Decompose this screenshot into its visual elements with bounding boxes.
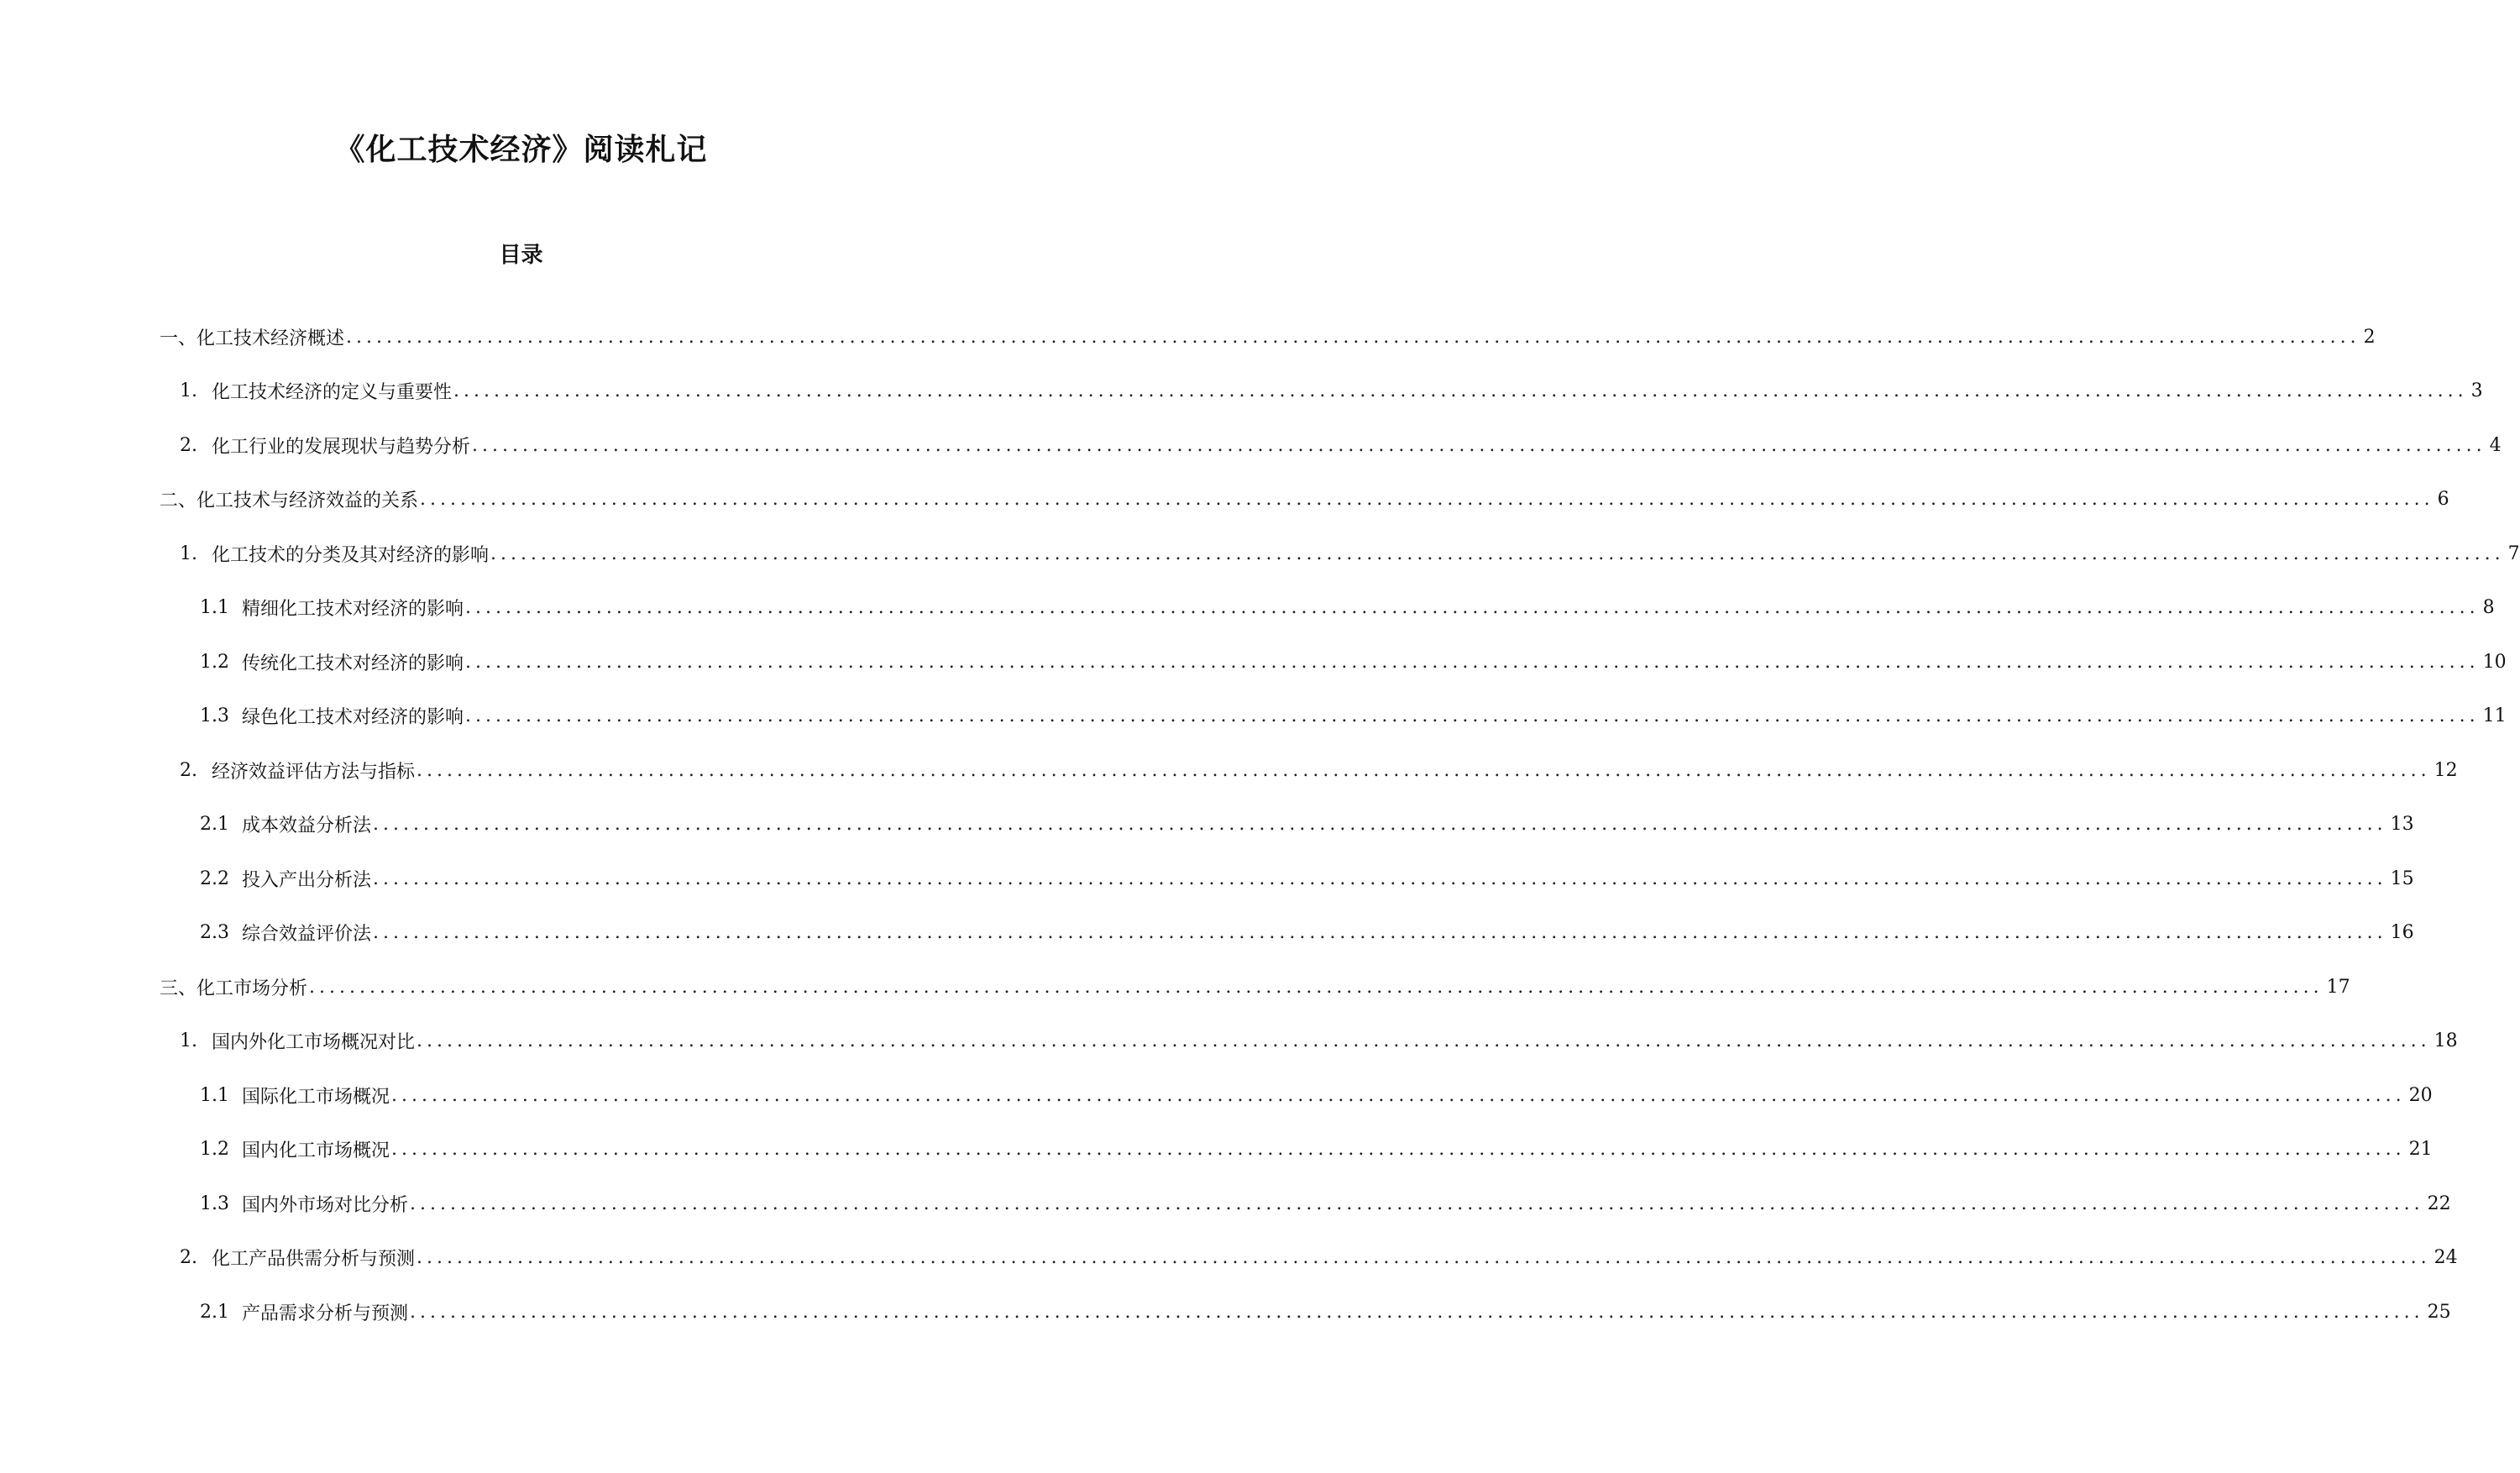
toc-entry[interactable]: [180, 431, 2502, 459]
toc-entry-page: 17: [2326, 976, 2350, 998]
toc-leader-dots: ........................................................................................................................................................................................................: [346, 326, 2360, 348]
toc-entry-number: 1.1: [200, 1084, 229, 1106]
toc-entry-number: 1.: [180, 1030, 197, 1051]
document-title: 《化工技术经济》阅读札记: [334, 133, 708, 167]
toc-leader-dots: ........................................................................................................................................................................................................: [420, 489, 2434, 510]
toc-entry-page: 12: [2434, 759, 2458, 781]
toc-entry-number: 1.3: [200, 1193, 229, 1214]
toc-entry-title: 化工产品供需分析与预测: [212, 1249, 416, 1270]
toc-entry[interactable]: [200, 810, 2414, 839]
toc-entry-title: 绿色化工技术对经济的影响: [242, 707, 464, 728]
toc-entry-number: 2.2: [200, 868, 229, 889]
toc-entry-title: 投入产出分析法: [242, 869, 372, 891]
toc-entry-title: 成本效益分析法: [242, 815, 372, 836]
toc-entry-page: 21: [2408, 1139, 2433, 1160]
toc-leader-dots: ........................................................................................................................................................................................................: [391, 1084, 2406, 1106]
toc-entry-title: 经济效益评估方法与指标: [212, 761, 416, 783]
toc-leader-dots: ........................................................................................................................................................................................................: [417, 1030, 2431, 1051]
toc-entry-title: 国内外市场对比分析: [242, 1194, 409, 1216]
toc-entry-title: 产品需求分析与预测: [242, 1303, 409, 1324]
toc-entry[interactable]: [200, 1081, 2433, 1109]
toc-entry-number: 1.: [180, 380, 197, 401]
toc-leader-dots: ........................................................................................................................................................................................................: [472, 434, 2486, 456]
toc-entry[interactable]: [200, 1297, 2451, 1326]
toc-entry-page: 13: [2390, 814, 2414, 835]
toc-entry-title: 综合效益评价法: [242, 924, 372, 945]
toc-entry[interactable]: [200, 594, 2495, 622]
toc-leader-dots: ........................................................................................................................................................................................................: [465, 597, 2480, 618]
toc-entry[interactable]: [200, 702, 2507, 731]
toc-entry-number: 1.3: [200, 705, 229, 726]
toc-entry[interactable]: [200, 1135, 2433, 1164]
toc-entry-page: 11: [2482, 705, 2507, 726]
toc-entry-title: 国内外化工市场概况对比: [212, 1032, 416, 1053]
toc-entry-page: 15: [2390, 868, 2414, 889]
toc-entry[interactable]: [160, 322, 2376, 351]
toc-entry-page: 3: [2470, 380, 2483, 401]
toc-entry[interactable]: [160, 972, 2350, 1001]
toc-entry[interactable]: [180, 1244, 2458, 1272]
toc-entry-page: 7: [2507, 543, 2520, 564]
toc-leader-dots: ........................................................................................................................................................................................................: [465, 705, 2480, 726]
toc-entry-title: 国际化工市场概况: [242, 1086, 390, 1108]
toc-entry-number: 2.3: [200, 922, 229, 943]
toc-entry-title: 一、化工技术经济概述: [160, 328, 345, 349]
toc-leader-dots: ........................................................................................................................................................................................................: [373, 868, 2387, 889]
toc-entry-number: 2.: [180, 1247, 197, 1268]
toc-entry[interactable]: [180, 1027, 2458, 1056]
toc-entry[interactable]: [200, 864, 2414, 893]
toc-entry-page: 4: [2489, 434, 2502, 456]
toc-entry-page: 20: [2408, 1084, 2433, 1106]
toc-entry-title: 传统化工技术对经济的影响: [242, 653, 464, 674]
toc-entry[interactable]: [180, 539, 2520, 568]
toc-entry-page: 18: [2434, 1030, 2458, 1051]
toc-entry-title: 二、化工技术与经济效益的关系: [160, 490, 419, 511]
toc-entry-page: 22: [2427, 1193, 2451, 1214]
toc-leader-dots: ........................................................................................................................................................................................................: [490, 543, 2505, 564]
toc-entry[interactable]: [180, 756, 2458, 784]
toc-heading: 目录: [499, 243, 543, 268]
toc-entry-number: 1.: [180, 543, 197, 564]
toc-entry[interactable]: [180, 377, 2483, 406]
toc-entry-page: 10: [2482, 651, 2507, 673]
toc-leader-dots: ........................................................................................................................................................................................................: [373, 814, 2387, 835]
toc-entry-number: 2.1: [200, 1301, 229, 1323]
toc-leader-dots: ........................................................................................................................................................................................................: [410, 1301, 2424, 1323]
toc-leader-dots: ........................................................................................................................................................................................................: [465, 651, 2480, 673]
toc-leader-dots: ........................................................................................................................................................................................................: [410, 1193, 2424, 1214]
toc-entry-title: 精细化工技术对经济的影响: [242, 599, 464, 620]
toc-leader-dots: ........................................................................................................................................................................................................: [417, 1247, 2431, 1268]
toc-entry-page: 16: [2390, 922, 2414, 943]
toc-entry[interactable]: [200, 1189, 2451, 1218]
toc-leader-dots: ........................................................................................................................................................................................................: [309, 976, 2324, 998]
toc-entry-page: 6: [2437, 489, 2449, 510]
toc-entry-number: 2.: [180, 759, 197, 781]
toc-entry[interactable]: [200, 919, 2414, 947]
toc-entry-number: 2.1: [200, 814, 229, 835]
toc-leader-dots: ........................................................................................................................................................................................................: [453, 380, 2468, 401]
toc-entry-title: 国内化工市场概况: [242, 1140, 390, 1161]
toc-entry-number: 2.: [180, 434, 197, 456]
toc-entry-title: 三、化工市场分析: [160, 978, 308, 999]
toc-entry-number: 1.2: [200, 1139, 229, 1160]
toc-entry[interactable]: [160, 485, 2449, 514]
toc-entry-page: 25: [2427, 1301, 2451, 1323]
toc-entry-page: 8: [2482, 597, 2495, 618]
toc-leader-dots: ........................................................................................................................................................................................................: [391, 1139, 2406, 1160]
toc-leader-dots: ........................................................................................................................................................................................................: [417, 759, 2431, 781]
toc-entry-number: 1.1: [200, 597, 229, 618]
toc-entry[interactable]: [200, 647, 2507, 676]
toc-entry-title: 化工行业的发展现状与趋势分析: [212, 436, 471, 458]
toc-leader-dots: ........................................................................................................................................................................................................: [373, 922, 2387, 943]
toc-entry-title: 化工技术的分类及其对经济的影响: [212, 544, 490, 566]
toc-entry-page: 2: [2363, 326, 2376, 348]
toc-entry-page: 24: [2434, 1247, 2458, 1268]
toc-entry-title: 化工技术经济的定义与重要性: [212, 382, 453, 403]
toc-entry-number: 1.2: [200, 651, 229, 673]
